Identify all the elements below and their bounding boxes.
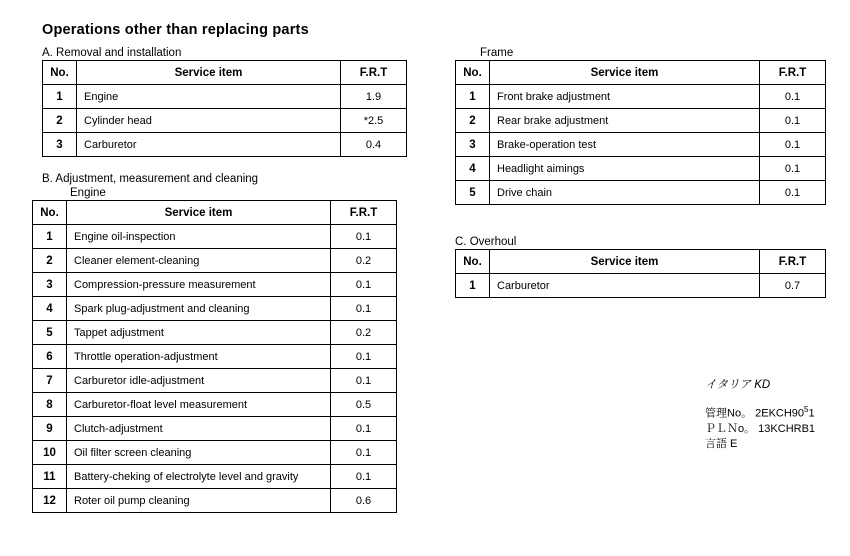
cell-no: 3 — [456, 133, 490, 157]
cell-frt: 0.1 — [331, 417, 397, 441]
table-row — [456, 109, 826, 133]
cell-no: 3 — [43, 133, 77, 157]
col-frt: F.R.T — [760, 250, 826, 274]
footer-code-block — [705, 378, 815, 452]
cell-frt: 0.5 — [331, 393, 397, 417]
cell-frt: *2.5 — [341, 109, 407, 133]
cell-frt: 0.4 — [341, 133, 407, 157]
table-row — [33, 489, 397, 513]
table-header-row — [43, 61, 407, 85]
cell-frt: 0.1 — [331, 345, 397, 369]
col-no: No. — [33, 201, 67, 225]
cell-service-item: Brake-operation test — [490, 133, 760, 157]
cell-service-item: Carburetor — [490, 274, 760, 298]
cell-no: 1 — [456, 274, 490, 298]
col-frt: F.R.T — [331, 201, 397, 225]
cell-service-item: Engine oil-inspection — [67, 225, 331, 249]
cell-service-item: Tappet adjustment — [67, 321, 331, 345]
table-removal-installation — [42, 60, 407, 157]
cell-frt: 0.2 — [331, 249, 397, 273]
cell-frt: 0.6 — [331, 489, 397, 513]
cell-service-item: Drive chain — [490, 181, 760, 205]
col-service-item: Service item — [67, 201, 331, 225]
cell-frt: 0.1 — [760, 181, 826, 205]
section-b-label: B. Adjustment, measurement and cleaning — [42, 173, 259, 185]
table-header-row — [456, 61, 826, 85]
cell-no: 5 — [456, 181, 490, 205]
cell-service-item: Oil filter screen cleaning — [67, 441, 331, 465]
table-frame — [455, 60, 826, 205]
cell-frt: 0.1 — [760, 85, 826, 109]
table-row — [456, 85, 826, 109]
cell-service-item: Cylinder head — [77, 109, 341, 133]
cell-frt: 0.1 — [331, 441, 397, 465]
cell-no: 9 — [33, 417, 67, 441]
cell-no: 1 — [33, 225, 67, 249]
cell-frt: 0.1 — [331, 465, 397, 489]
table-row — [456, 274, 826, 298]
footer-line-kanri — [705, 402, 815, 422]
cell-frt: 0.1 — [331, 369, 397, 393]
section-frame-label: Frame — [480, 47, 514, 59]
section-c-label: C. Overhoul — [455, 236, 517, 248]
cell-frt: 0.1 — [331, 297, 397, 321]
cell-frt: 0.1 — [331, 225, 397, 249]
table-row — [33, 273, 397, 297]
cell-no: 1 — [456, 85, 490, 109]
cell-service-item: Battery-cheking of electrolyte level and gravity — [67, 465, 331, 489]
table-row — [33, 345, 397, 369]
table-header-row — [33, 201, 397, 225]
col-no: No. — [456, 61, 490, 85]
cell-frt: 0.2 — [331, 321, 397, 345]
cell-frt: 0.1 — [760, 109, 826, 133]
cell-frt: 0.1 — [331, 273, 397, 297]
cell-no: 2 — [456, 109, 490, 133]
section-b-sub-label: Engine — [70, 187, 106, 199]
cell-service-item: Throttle operation-adjustment — [67, 345, 331, 369]
cell-service-item: Clutch-adjustment — [67, 417, 331, 441]
cell-no: 11 — [33, 465, 67, 489]
cell-no: 5 — [33, 321, 67, 345]
table-row — [456, 181, 826, 205]
table-row — [43, 133, 407, 157]
cell-service-item: Carburetor-float level measurement — [67, 393, 331, 417]
table-header-row — [456, 250, 826, 274]
table-row — [33, 393, 397, 417]
cell-service-item: Headlight aimings — [490, 157, 760, 181]
cell-frt: 1.9 — [341, 85, 407, 109]
col-no: No. — [43, 61, 77, 85]
table-row — [33, 369, 397, 393]
footer-kanri-sup: 5 — [804, 405, 809, 414]
cell-frt: 0.7 — [760, 274, 826, 298]
cell-service-item: Roter oil pump cleaning — [67, 489, 331, 513]
footer-kanri-prefix: 管理No。 2EKCH90 — [705, 407, 805, 420]
col-frt: F.R.T — [341, 61, 407, 85]
table-overhoul — [455, 249, 826, 298]
col-service-item: Service item — [490, 250, 760, 274]
cell-service-item: Engine — [77, 85, 341, 109]
table-row — [33, 321, 397, 345]
page-title: Operations other than replacing parts — [42, 22, 309, 38]
cell-no: 12 — [33, 489, 67, 513]
cell-service-item: Rear brake adjustment — [490, 109, 760, 133]
cell-service-item: Front brake adjustment — [490, 85, 760, 109]
cell-no: 6 — [33, 345, 67, 369]
table-row — [33, 249, 397, 273]
footer-kanri-suffix: 1 — [808, 407, 815, 420]
cell-no: 4 — [33, 297, 67, 321]
table-row — [43, 109, 407, 133]
cell-service-item: Spark plug-adjustment and cleaning — [67, 297, 331, 321]
cell-frt: 0.1 — [760, 133, 826, 157]
table-adjustment-measurement-cleaning — [32, 200, 397, 513]
table-row — [33, 297, 397, 321]
col-frt: F.R.T — [760, 61, 826, 85]
col-service-item: Service item — [490, 61, 760, 85]
cell-no: 3 — [33, 273, 67, 297]
footer-line-country: イタリア KD — [705, 379, 771, 391]
table-row — [456, 133, 826, 157]
table-row — [33, 465, 397, 489]
cell-no: 2 — [43, 109, 77, 133]
table-row — [456, 157, 826, 181]
cell-no: 2 — [33, 249, 67, 273]
table-row — [33, 225, 397, 249]
cell-service-item: Compression-pressure measurement — [67, 273, 331, 297]
col-service-item: Service item — [77, 61, 341, 85]
footer-line-pln: ＰＬＮo。 13KCHRB1 — [705, 422, 816, 435]
cell-service-item: Cleaner element-cleaning — [67, 249, 331, 273]
footer-line-language: 言語 E — [705, 437, 738, 450]
cell-no: 1 — [43, 85, 77, 109]
cell-no: 7 — [33, 369, 67, 393]
cell-service-item: Carburetor idle-adjustment — [67, 369, 331, 393]
cell-frt: 0.1 — [760, 157, 826, 181]
table-row — [33, 417, 397, 441]
table-row — [33, 441, 397, 465]
col-no: No. — [456, 250, 490, 274]
table-row — [43, 85, 407, 109]
cell-no: 4 — [456, 157, 490, 181]
cell-service-item: Carburetor — [77, 133, 341, 157]
cell-no: 8 — [33, 393, 67, 417]
cell-no: 10 — [33, 441, 67, 465]
section-a-label: A. Removal and installation — [42, 47, 182, 59]
